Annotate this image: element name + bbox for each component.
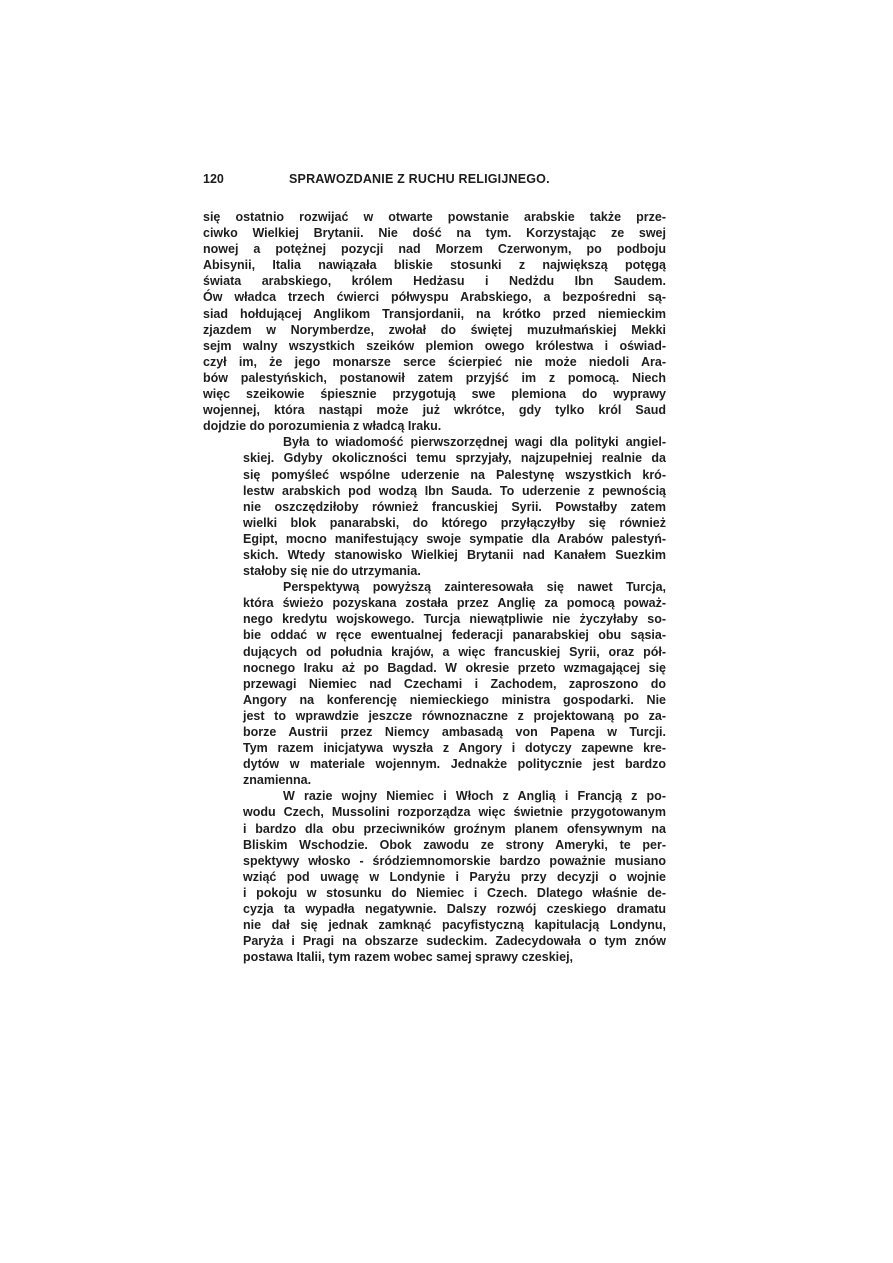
paragraph: [203, 579, 666, 788]
text-line: nie dał się jednak zamknąć pacyfistyczną kapitulacją Londynu,: [243, 918, 666, 933]
text-line: W razie wojny Niemiec i Włoch z Anglią i Francją z po-: [283, 789, 666, 804]
text-line: znamienna.: [243, 773, 312, 788]
text-line: Ów władca trzech ćwierci półwyspu Arabskiego, a bezpośredni są-: [203, 290, 666, 305]
text-line: dujących od południa krajów, a więc francuskiej Syrii, oraz pół-: [243, 644, 666, 659]
text-line: skich. Wtedy stanowisko Wielkiej Brytanii nad Kanałem Suezkim: [243, 547, 666, 562]
text-line: która świeżo pozyskana została przez Anglię za pomocą poważ-: [243, 596, 666, 611]
text-line: się ostatnio rozwijać w otwarte powstanie arabskie także prze-: [203, 210, 666, 224]
text-line: Angory na konferencję niemieckiego ministra gospodarki. Nie: [243, 692, 666, 707]
text-line: ciwko Wielkiej Brytanii. Nie dość na tym. Korzystając ze swej: [203, 226, 666, 241]
text-line: lestw arabskich pod wodzą Ibn Sauda. To uderzenie z pewnością: [243, 483, 666, 498]
text-line: sejm walny wszystkich szeików plemion owego królestwa i oświad-: [203, 338, 666, 353]
running-header: [203, 172, 678, 192]
text-line: Abisynii, Italia nawiązała bliskie stosunki z największą potęgą: [203, 258, 666, 273]
text-line: nowej a potężnej pozycji nad Morzem Czerwonym, po podboju: [203, 242, 666, 257]
text-line: skiej. Gdyby okoliczności temu sprzyjały, najzupełniej realnie da: [243, 451, 666, 466]
text-line: zjazdem w Norymberdze, zwołał do świętej muzułmańskiej Mekki: [203, 322, 666, 337]
text-line: spektywy włosko - śródziemnomorskie bardzo poważnie musiano: [243, 853, 666, 868]
text-line: się pomyśleć wspólne uderzenie na Palestynę wszystkich kró-: [243, 467, 666, 482]
text-line: stałoby się nie do utrzymania.: [243, 564, 421, 579]
text-line: jest to wprawdzie jeszcze równoznaczne z projektowaną po za-: [243, 708, 666, 723]
text-line: wielki blok panarabski, do którego przyłączyłby się również: [243, 515, 666, 530]
text-line: więc szeikowie śpiesznie przygotują swe plemiona do wyprawy: [203, 387, 666, 402]
text-line: nego kredytu wojskowego. Turcja niewątpliwie nie życzyłaby so-: [243, 612, 666, 627]
text-line: bie oddać w ręce ewentualnej federacji panarabskiej obu sąsia-: [243, 628, 666, 643]
paragraph: [203, 788, 666, 965]
text-line: nie oszczędziłoby również francuskiej Syrii. Powstałby zatem: [243, 499, 666, 514]
text-line: Bliskim Wschodzie. Obok zawodu ze strony Ameryki, te per-: [243, 837, 666, 852]
text-line: siad hołdującej Anglikom Transjordanii, na krótko przed niemieckim: [203, 306, 666, 321]
text-line: i bardzo dla obu przeciwników groźnym planem ofensywnym na: [243, 821, 666, 836]
text-line: wodu Czech, Mussolini rozporządza więc świetnie przygotowanym: [243, 805, 666, 820]
text-line: borze Austrii przez Niemcy ambasadą von Papena w Turcji.: [243, 725, 666, 739]
text-line: Tym razem inicjatywa wyszła z Angory i dotyczy zapewne kre-: [243, 741, 666, 756]
text-line: bów palestyńskich, postanowił zatem przyjść im z pomocą. Niech: [203, 370, 666, 385]
text-line: nocnego Iraku aż po Bagdad. W okresie przeto wzmagającej się: [243, 660, 666, 675]
text-line: przewagi Niemiec nad Czechami i Zachodem, zaproszono do: [243, 676, 666, 691]
text-line: Egipt, mocno manifestujący swoje sympatie dla Arabów palestyń-: [243, 531, 666, 546]
running-title: SPRAWOZDANIE Z RUCHU RELIGIJNEGO.: [289, 172, 550, 186]
text-line: dojdzie do porozumienia z władcą Iraku.: [203, 419, 442, 434]
text-line: dytów w materiale wojennym. Jednakże politycznie jest bardzo: [243, 757, 666, 772]
paragraph: [203, 434, 666, 579]
text-line: postawa Italii, tym razem wobec samej sprawy czeskiej,: [243, 950, 574, 965]
text-line: wziąć pod uwagę w Londynie i Paryżu przy decyzji o wojnie: [243, 869, 666, 884]
text-line: Paryża i Pragi na obszarze sudeckim. Zadecydowała o tym znów: [243, 934, 666, 949]
text-line: cyzja ta wypadła negatywnie. Dalszy rozwój czeskiego dramatu: [243, 902, 666, 917]
text-line: Perspektywą powyższą zainteresowała się nawet Turcja,: [283, 580, 666, 595]
text-line: czył im, że jego monarsze serce ścierpieć nie może niedoli Ara-: [203, 354, 666, 369]
text-line: świata arabskiego, królem Hedżasu i Nedżdu Ibn Saudem.: [203, 274, 666, 289]
body-text: [203, 209, 666, 965]
page-number: 120: [203, 172, 224, 186]
text-line: wojennej, która nastąpi może już wkrótce, gdy tylko król Saud: [203, 403, 666, 418]
paragraph: [203, 209, 666, 434]
text-line: Była to wiadomość pierwszorzędnej wagi dla polityki angiel-: [283, 435, 666, 450]
text-line: i pokoju w stosunku do Niemiec i Czech. Dlatego właśnie de-: [243, 885, 666, 900]
